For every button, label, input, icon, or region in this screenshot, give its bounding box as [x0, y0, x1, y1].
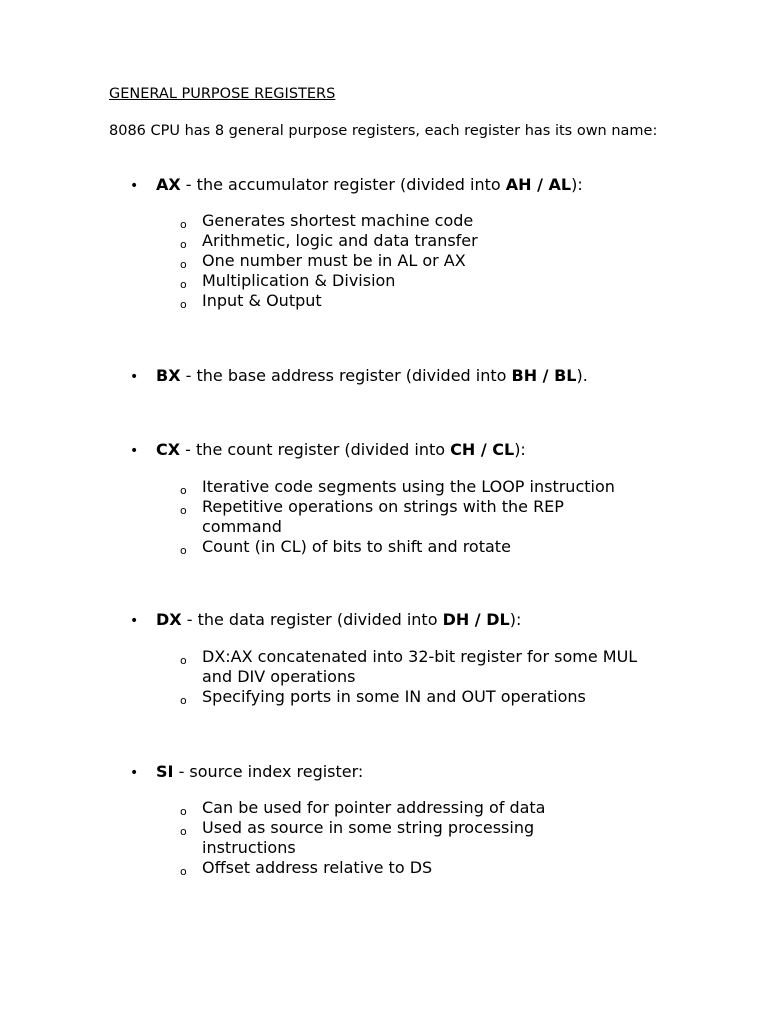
list-item-text: Repetitive operations on strings with the REP command	[202, 497, 564, 536]
circle-bullet-icon: o	[180, 865, 187, 878]
list-item-text: Iterative code segments using the LOOP instruction	[202, 477, 615, 496]
list-item-text: Offset address relative to DS	[202, 858, 433, 877]
bullet-icon: •	[130, 443, 139, 459]
register-desc: - the data register (divided into	[181, 610, 443, 629]
circle-bullet-icon: o	[180, 238, 187, 251]
bullet-icon: •	[130, 765, 139, 781]
register-desc-end: ):	[509, 610, 522, 629]
list-item-text: One number must be in AL or AX	[202, 251, 466, 270]
bullet-icon: •	[130, 369, 139, 385]
circle-bullet-icon: o	[180, 278, 187, 291]
register-desc: - source index register:	[173, 762, 364, 781]
register-halves: AH / AL	[505, 175, 572, 194]
bullet-icon: •	[130, 613, 139, 629]
list-item-text: Can be used for pointer addressing of data	[202, 798, 546, 817]
circle-bullet-icon: o	[180, 694, 187, 707]
list-item-text: DX:AX concatenated into 32-bit register for some MUL and DIV operations	[202, 647, 638, 686]
circle-bullet-icon: o	[180, 654, 187, 667]
register-halves: CH / CL	[450, 440, 515, 459]
list-item-text: Specifying ports in some IN and OUT operations	[202, 687, 586, 706]
circle-bullet-icon: o	[180, 258, 187, 271]
register-desc: - the base address register (divided into	[180, 366, 512, 385]
circle-bullet-icon: o	[180, 825, 187, 838]
page-title: GENERAL PURPOSE REGISTERS	[109, 86, 336, 102]
register-line	[156, 175, 583, 195]
register-desc-end: ):	[514, 440, 526, 459]
circle-bullet-icon: o	[180, 504, 187, 517]
register-name: DX	[156, 610, 182, 629]
register-name: AX	[156, 175, 181, 194]
list-item-text: Generates shortest machine code	[202, 211, 474, 230]
register-halves: BH / BL	[511, 366, 577, 385]
register-line	[156, 366, 588, 386]
register-desc: - the accumulator register (divided into	[180, 175, 506, 194]
circle-bullet-icon: o	[180, 298, 187, 311]
register-name: CX	[156, 440, 181, 459]
register-line	[156, 762, 363, 782]
register-name: BX	[156, 366, 181, 385]
register-line	[156, 610, 521, 630]
intro-paragraph: 8086 CPU has 8 general purpose registers, each register has its own name:	[109, 123, 658, 139]
register-desc-end: ):	[571, 175, 583, 194]
register-desc-end: ).	[576, 366, 588, 385]
list-item-text: Input & Output	[202, 291, 322, 310]
list-item-text: Arithmetic, logic and data transfer	[202, 231, 478, 250]
circle-bullet-icon: o	[180, 805, 187, 818]
list-item-text: Used as source in some string processing instructions	[202, 818, 535, 857]
register-name: SI	[156, 762, 174, 781]
register-line	[156, 440, 526, 460]
circle-bullet-icon: o	[180, 544, 187, 557]
list-item-text: Multiplication & Division	[202, 271, 396, 290]
register-halves: DH / DL	[442, 610, 510, 629]
register-desc: - the count register (divided into	[180, 440, 451, 459]
list-item-text: Count (in CL) of bits to shift and rotate	[202, 537, 511, 556]
circle-bullet-icon: o	[180, 218, 187, 231]
circle-bullet-icon: o	[180, 484, 187, 497]
bullet-icon: •	[130, 178, 139, 194]
